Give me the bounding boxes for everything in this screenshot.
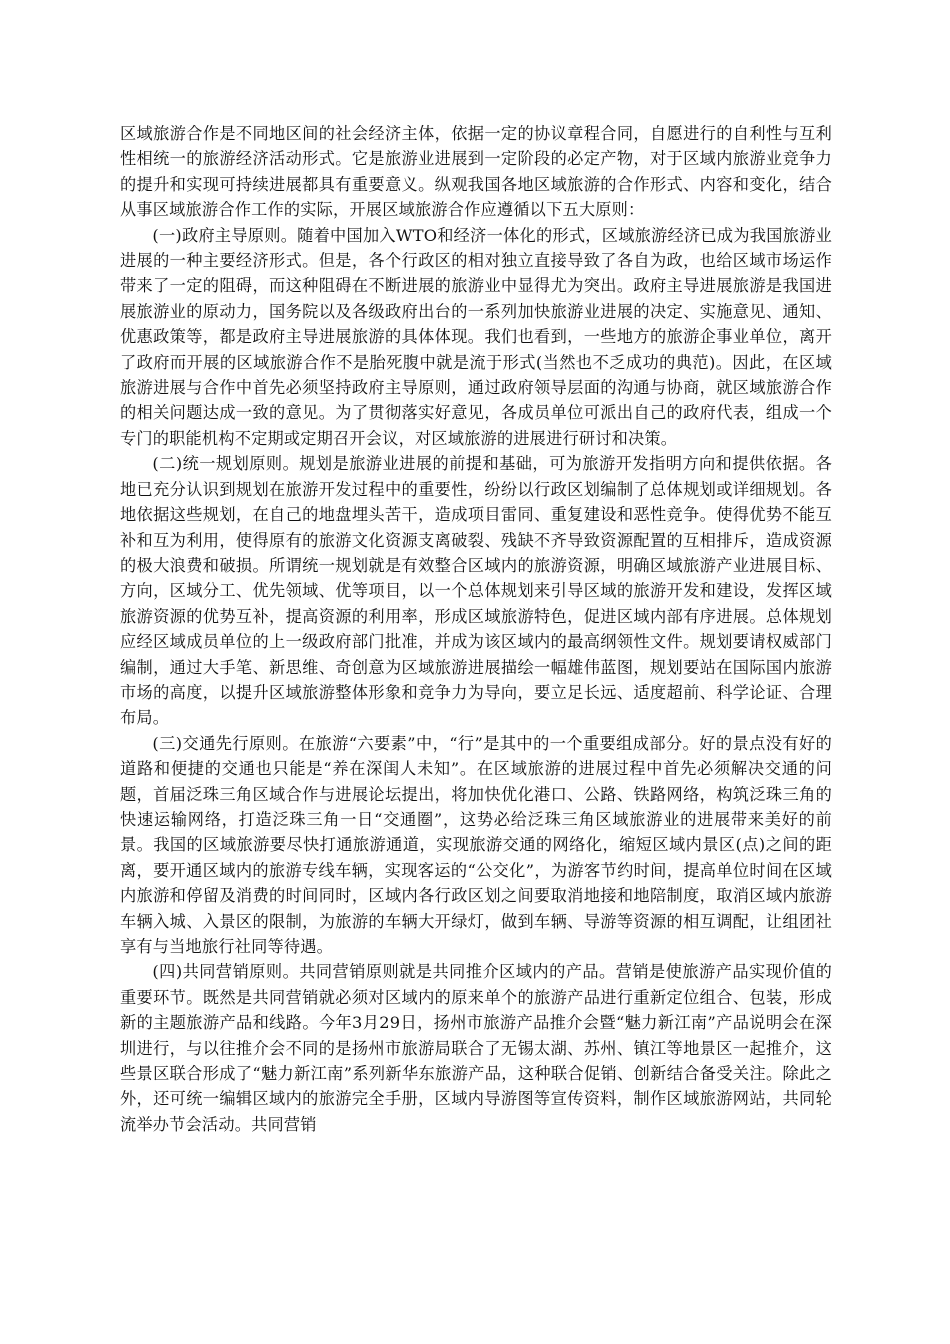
intro-paragraph: 区域旅游合作是不同地区间的社会经济主体，依据一定的协议章程合同，自愿进行的自利性与互利性相统一的旅游经济活动形式。它是旅游业进展到一定阶段的必定产物，对于区域内旅游业竞争力的提升和实现可持续进展都具有重要意义。纵观我国各地区域旅游的合作形式、内容和变化，结合从事区域旅游合作工作的实际，开展区域旅游合作应遵循以下五大原则： <box>120 124 832 220</box>
document-body <box>120 121 832 1137</box>
principle-1-paragraph: (一)政府主导原则。随着中国加入WTO和经济一体化的形式，区域旅游经济已成为我国旅游业进展的一种主要经济形式。但是，各个行政区的相对独立直接导致了各自为政，也给区域市场运作带来了一定的阻碍，而这种阻碍在不断进展的旅游业中显得尤为突出。政府主导进展旅游是我国进展旅游业的原动力，国务院以及各级政府出台的一系列加快旅游业进展的决定、实施意见、通知、优惠政策等，都是政府主导进展旅游的具体体现。我们也看到，一些地方的旅游企事业单位，离开了政府而开展的区域旅游合作不是胎死腹中就是流于形式(当然也不乏成功的典范)。因此，在区域旅游进展与合作中首先必须坚持政府主导原则，通过政府领导层面的沟通与协商，就区域旅游合作的相关问题达成一致的意见。为了贯彻落实好意见，各成员单位可派出自己的政府代表，组成一个专门的职能机构不定期或定期召开会议，对区域旅游的进展进行研讨和决策。 <box>120 225 832 448</box>
principle-3-paragraph: (三)交通先行原则。在旅游“六要素”中，“行”是其中的一个重要组成部分。好的景点没有好的道路和便捷的交通也只能是“养在深闺人未知”。在区域旅游的进展过程中首先必须解决交通的问题，首届泛珠三角区域合作与进展论坛提出，将加快优化港口、公路、铁路网络，构筑泛珠三角的快速运输网络，打造泛珠三角一日“交通圈”，这势必给泛珠三角区域旅游业的进展带来美好的前景。我国的区域旅游要尽快打通旅游通道，实现旅游交通的网络化，缩短区域内景区(点)之间的距离，要开通区域内的旅游专线车辆，实现客运的“公交化”，为游客节约时间，提高单位时间在区域内旅游和停留及消费的时间同时，区域内各行政区划之间要取消地接和地陪制度，取消区域内旅游车辆入城、入景区的限制，为旅游的车辆大开绿灯，做到车辆、导游等资源的相互调配，让组团社享有与当地旅行社同等待遇。 <box>120 733 832 956</box>
principle-2-paragraph: (二)统一规划原则。规划是旅游业进展的前提和基础，可为旅游开发指明方向和提供依据。各地已充分认识到规划在旅游开发过程中的重要性，纷纷以行政区划编制了总体规划或详细规划。各地依据这些规划，在自己的地盘埋头苦干，造成项目雷同、重复建设和恶性竞争。使得优势不能互补和互为利用，使得原有的旅游文化资源支离破裂、残缺不齐导致资源配置的互相排斥，造成资源的极大浪费和破损。所谓统一规划就是有效整合区域内的旅游资源，明确区域旅游产业进展目标、方向，区域分工、优先领域、优等项目，以一个总体规划来引导区域的旅游开发和建设，发挥区域旅游资源的优势互补，提高资源的利用率，形成区域旅游特色，促进区域内部有序进展。总体规划应经区域成员单位的上一级政府部门批准，并成为该区域内的最高纲领性文件。规划要请权威部门编制，通过大手笔、新思维、奇创意为区域旅游进展描绘一幅雄伟蓝图，规划要站在国际国内旅游市场的高度，以提升区域旅游整体形象和竞争力为导向，要立足长远、适度超前、科学论证、合理布局。 <box>120 454 832 728</box>
principle-4-paragraph: (四)共同营销原则。共同营销原则就是共同推介区域内的产品。营销是使旅游产品实现价值的重要环节。既然是共同营销就必须对区域内的原来单个的旅游产品进行重新定位组合、包装，形成新的主题旅游产品和线路。今年3月29日，扬州市旅游产品推介会暨“魅力新江南”产品说明会在深圳进行，与以往推介会不同的是扬州市旅游局联合了无锡太湖、苏州、镇江等地景区一起推介，这些景区联合形成了“魅力新江南”系列新华东旅游产品，这种联合促销、创新结合备受关注。除此之外，还可统一编辑区域内的旅游完全手册，区域内导游图等宣传资料，制作区域旅游网站，共同轮流举办节会活动。共同营销 <box>120 962 832 1134</box>
